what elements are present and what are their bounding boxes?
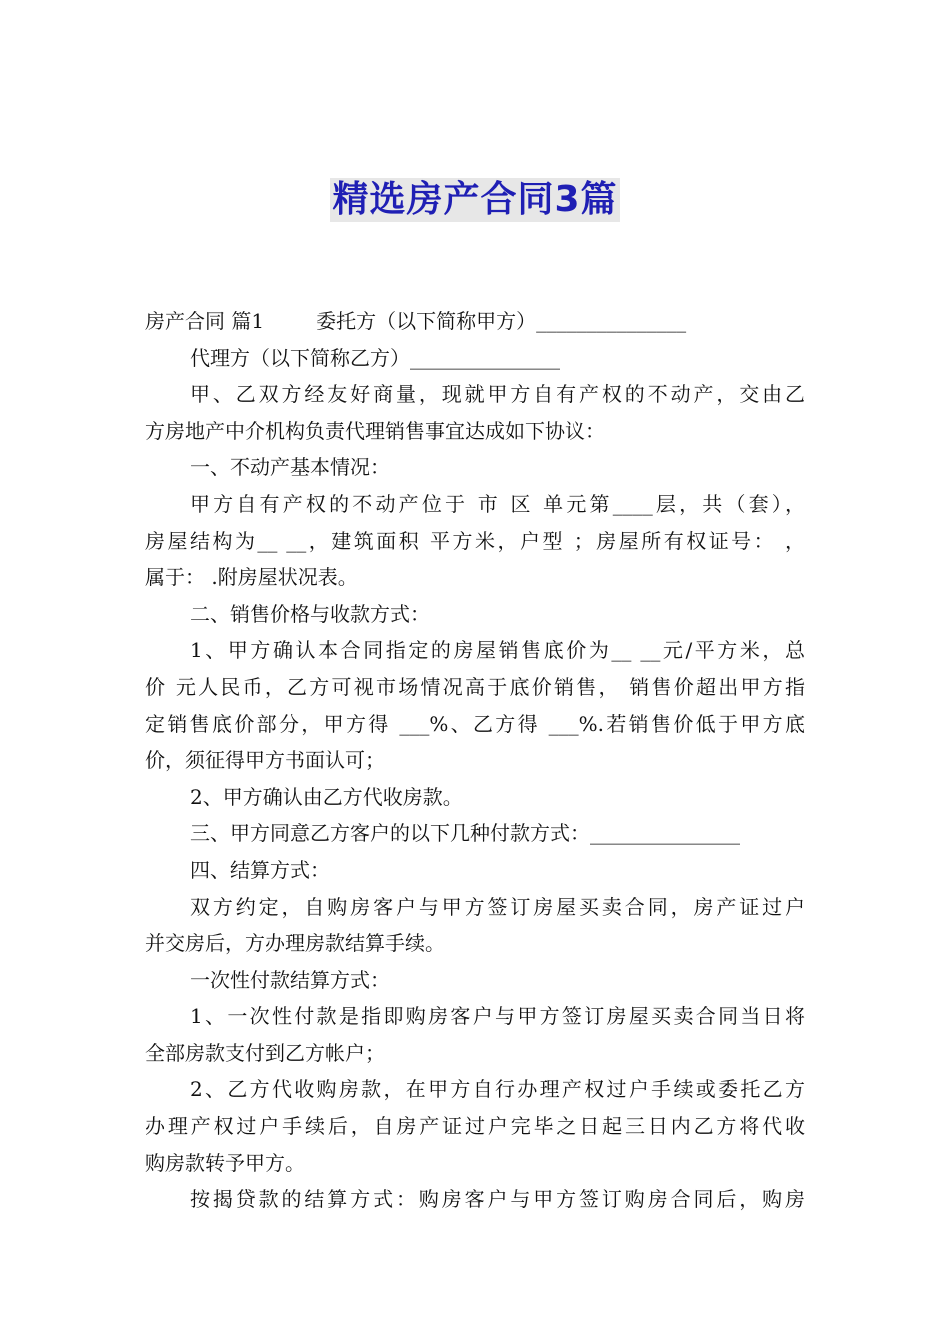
paragraph-line: 全部房款支付到乙方帐户； [145, 1040, 385, 1065]
paragraph-line: 甲方自有产权的不动产位于 市 区 单元第____层，共（套）， [190, 491, 805, 516]
document-title: 精选房产合同3篇 [332, 179, 618, 220]
paragraph-line: 按揭贷款的结算方式：购房客户与甲方签订购房合同后，购房 [190, 1187, 805, 1212]
paragraph-line: 1、一次性付款是指即购房客户与甲方签订房屋买卖合同当日将 [190, 1004, 805, 1029]
paragraph-line: 并交房后，方办理房款结算手续。 [145, 931, 445, 956]
paragraph-line: 双方约定，自购房客户与甲方签订房屋买卖合同，房产证过户 [190, 894, 805, 919]
paragraph-line: 办理产权过户手续后，自房产证过户完毕之日起三日内乙方将代收 [145, 1114, 805, 1139]
clause-heading: 一、不动产基本情况： [190, 455, 390, 480]
paragraph-line: 1、甲方确认本合同指定的房屋销售底价为__ __元/平方米，总 [190, 638, 805, 663]
paragraph-line: 2、乙方代收购房款，在甲方自行办理产权过户手续或委托乙方 [190, 1077, 805, 1102]
paragraph-line: 定销售底价部分，甲方得 ___%、乙方得 ___%.若销售价低于甲方底 [145, 711, 805, 736]
paragraph-line: 房屋结构为__ __，建筑面积 平方米，户型 ；房屋所有权证号： ， [145, 528, 805, 553]
paragraph-line [145, 303, 805, 340]
paragraph-line: 价 元人民币，乙方可视市场情况高于底价销售， 销售价超出甲方指 [145, 674, 805, 699]
clause-heading: 三、甲方同意乙方客户的以下几种付款方式：_______________ [190, 821, 740, 846]
clause-heading: 四、结算方式： [190, 857, 330, 882]
clause-heading: 二、销售价格与收款方式： [190, 601, 430, 626]
agent-party-field: 代理方（以下简称乙方）_______________ [190, 345, 560, 370]
paragraph-line: 方房地产中介机构负责代理销售事宜达成如下协议： [145, 418, 605, 443]
clause-heading: 一次性付款结算方式： [190, 967, 390, 992]
paragraph-line: 甲、乙双方经友好商量，现就甲方自有产权的不动产，交由乙 [190, 382, 805, 407]
paragraph-line: 购房款转予甲方。 [145, 1150, 305, 1175]
section-heading: 房产合同 篇1 [145, 309, 265, 333]
document-body [145, 303, 805, 1218]
paragraph-line: 属于： .附房屋状况表。 [145, 565, 358, 590]
title-container [0, 178, 950, 222]
paragraph-line: 2、甲方确认由乙方代收房款。 [190, 784, 463, 809]
principal-party-field: 委托方（以下简称甲方）_______________ [316, 309, 687, 333]
paragraph-line: 价，须征得甲方书面认可； [145, 748, 385, 773]
